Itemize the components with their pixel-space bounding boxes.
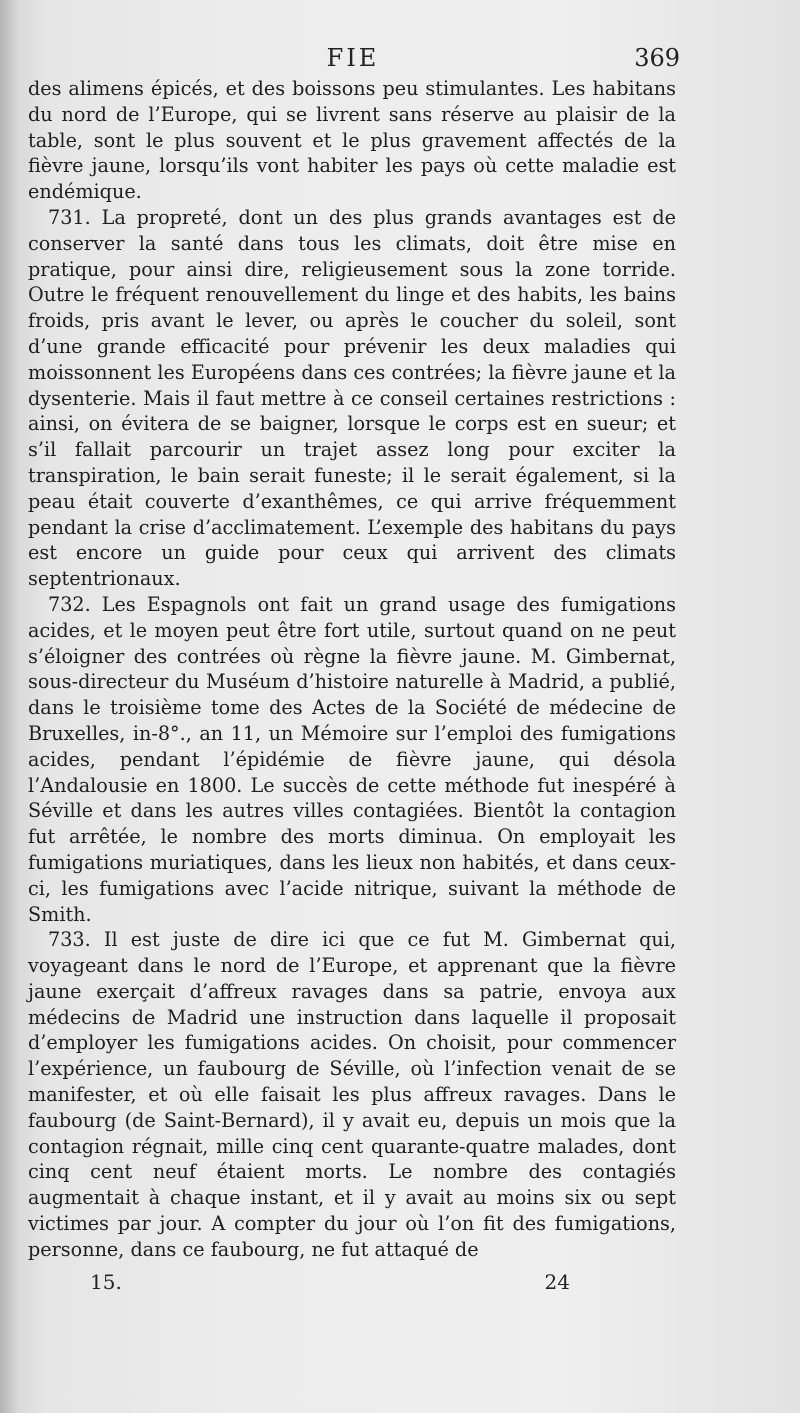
paragraph-732: 732. Les Espagnols ont fait un grand usage des fumigations acides, et le moyen peut être fort utile, surtout quand on ne peut s’éloigner des contrées où règne la fièvre jaune. M. Gimbernat, sous-directeur du Muséum d’histoire naturelle à Madrid, a publié, dans le troisième tome des Actes de la Société de médecine de Bruxelles, in-8°., an 11, un Mémoire sur l’emploi des fumigations acides, pendant l’épidémie de fièvre jaune, qui désola l’Andalousie en 1800. Le succès de cette méthode fut inespéré à Séville et dans les autres villes contagiées. Bientôt la contagion fut arrêtée, le nombre des morts diminua. On employait les fumigations muriatiques, dans les lieux non habités, et dans ceux-ci, les fumigations avec l’acide nitrique, suivant la méthode de Smith. bbox=[28, 592, 676, 926]
gutter-shadow bbox=[0, 0, 18, 1413]
body-text bbox=[28, 76, 676, 1263]
page-number: 369 bbox=[634, 44, 680, 72]
signature-mark: 15. bbox=[90, 1270, 122, 1294]
gathering-number: 24 bbox=[544, 1270, 570, 1294]
running-title: FIE bbox=[326, 44, 380, 72]
page-footer bbox=[90, 1270, 610, 1300]
paragraph-731: 731. La propreté, dont un des plus grands avantages est de conserver la santé dans tous les climats, doit être mise en pratique, pour ainsi dire, religieusement sous la zone torride. Outre le fréquent renouvellement du linge et des habits, les bains froids, pris avant le lever, ou après le coucher du soleil, sont d’une grande efficacité pour prévenir les deux maladies qui moissonnent les Européens dans ces contrées; la fièvre jaune et la dysenterie. Mais il faut mettre à ce conseil certaines restrictions : ainsi, on évitera de se baigner, lorsque le corps est en sueur; et s’il fallait parcourir un trajet assez long pour exciter la transpiration, le bain serait funeste; il le serait également, si la peau était couverte d’exanthêmes, ce qui arrive fréquemment pendant la crise d’acclimatement. L’exemple des habitans du pays est encore un guide pour ceux qui arrivent des climats septentrionaux. bbox=[28, 205, 676, 591]
running-head bbox=[26, 44, 680, 74]
paragraph-continued: des alimens épicés, et des boissons peu stimulantes. Les habitans du nord de l’Europe, qui se livrent sans réserve au plaisir de la table, sont le plus souvent et le plus gravement affectés de la fièvre jaune, lorsqu’ils vont habiter les pays où cette maladie est endémique. bbox=[28, 77, 676, 204]
paragraph-733: 733. Il est juste de dire ici que ce fut M. Gimbernat qui, voyageant dans le nord de l’Europe, et apprenant que la fièvre jaune exerçait d’affreux ravages dans sa patrie, envoya aux médecins de Madrid une instruction dans laquelle il proposait d’employer les fumigations acides. On choisit, pour commencer l’expérience, un faubourg de Séville, où l’infection venait de se manifester, et où elle faisait les plus affreux ravages. Dans le faubourg (de Saint-Bernard), il y avait eu, depuis un mois que la contagion régnait, mille cinq cent quarante-quatre malades, dont cinq cent neuf étaient morts. Le nombre des contagiés augmentait à chaque instant, et il y avait au moins six ou sept victimes par jour. A compter du jour où l’on fit des fumigations, personne, dans ce faubourg, ne fut attaqué de bbox=[28, 928, 676, 1261]
